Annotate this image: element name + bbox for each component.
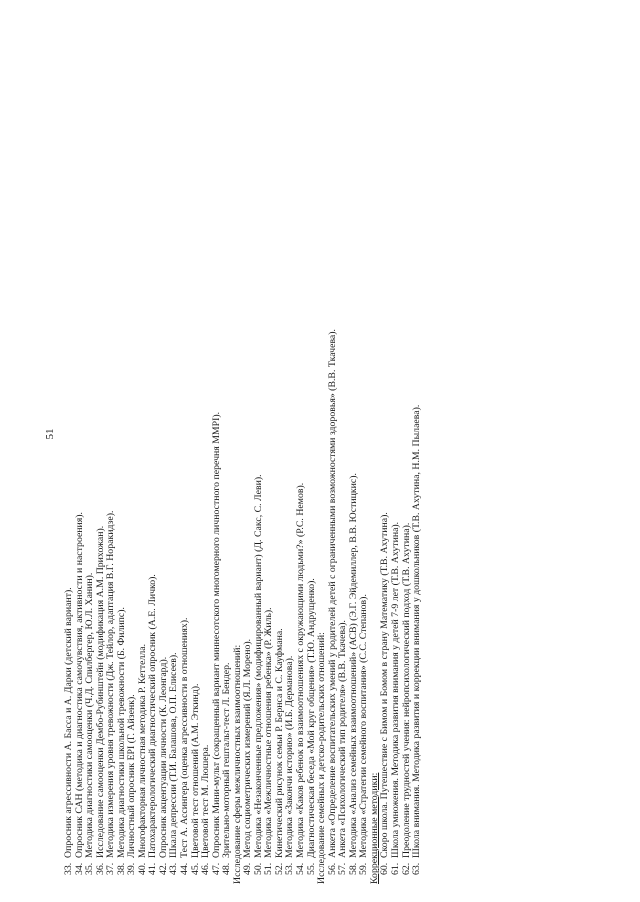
list-item xyxy=(359,18,370,884)
list-item-text: Метод социометрических измерений (Я.Л. Морено). xyxy=(242,638,254,858)
list-item-number: 62. xyxy=(400,862,412,875)
list-item-text: Методика «Межличностные отношения ребенка» (Р. Жиль). xyxy=(263,607,275,858)
list-item-number: 42. xyxy=(157,862,169,875)
list-item-number: 61. xyxy=(389,862,401,875)
list-item-text: Опросник САН (методика и диагностика самочувствия, активности и настроения). xyxy=(73,511,85,858)
list-item-number: 34. xyxy=(73,862,85,875)
list-item-number: 35. xyxy=(84,862,96,875)
list-item-text: Скоро школа. Путешествие с Бимом и Бомом в страну Математику (Т.В. Ахутина). xyxy=(379,512,391,858)
list-item-number: 39. xyxy=(126,862,138,875)
list-item-number: 46. xyxy=(200,862,212,875)
list-item-number: 40. xyxy=(136,862,148,875)
section-header-text: Исследование сферы межличностных взаимоотношений: xyxy=(231,644,243,884)
list-item-number: 41. xyxy=(147,862,159,875)
list-item-text: Патохарактерологический диагностический опросник (А.Е. Личко). xyxy=(147,574,159,858)
list-item-text: Цветовой тест отношений (А.М. Эткинд). xyxy=(189,683,201,858)
list-item-number: 60. xyxy=(379,862,391,875)
list-item xyxy=(412,18,423,884)
section-header-text: Исследование семейных и детско-родительских отношений: xyxy=(316,632,328,884)
list-item-text: Тест А. Ассингера (оценка агрессивности в отношениях). xyxy=(179,617,191,858)
list-item-number: 33. xyxy=(63,862,74,875)
list-item-text: Методика диагностики школьной тревожности (Б. Филипс). xyxy=(115,607,127,858)
list-item-text: Кинетический рисунок семьи Р. Бернса и С. Кауфмана. xyxy=(273,628,285,858)
list-item-number: 52. xyxy=(273,862,285,875)
list-item-number: 48. xyxy=(221,862,233,875)
list-item-text: Методика «Закончи историю» (И.Б. Дерманова). xyxy=(284,655,296,858)
list-item-text: Преодоление трудностей учения: нейропсихологический подход (Т.В. Ахутина). xyxy=(400,522,412,858)
list-item-number: 53. xyxy=(284,862,296,875)
list-item-text: Методика «Анализ семейных взаимоотношений» (АСВ) (Э.Г. Эйдемиллер, В.В. Юстицкис). xyxy=(347,473,359,858)
list-item-number: 50. xyxy=(252,862,264,875)
list-item-number: 45. xyxy=(189,862,201,875)
rotated-text-block xyxy=(64,18,423,884)
list-item-number: 63. xyxy=(411,862,423,875)
list-item-text: Методика «Незаконченные предложения» (модифицированный вариант) (Д. Сакс, С. Леви). xyxy=(252,474,264,858)
list-item-number: 56. xyxy=(326,862,338,875)
list-item-number: 36. xyxy=(94,862,106,875)
list-item-number: 49. xyxy=(242,862,254,875)
list-item-text: Школа умножения. Методика развития внимания у детей 7-9 лет (Т.В. Ахутина). xyxy=(389,521,401,858)
list-item-text: Школа внимания. Методика развития и коррекции внимания у дошкольников (Т.В. Ахутина, Н.М. Пылаева). xyxy=(411,404,423,858)
list-item-text: Исследование самооценки Дембо-Рубинштейн (модификация А.М. Прихожан). xyxy=(94,525,106,858)
list-item-number: 59. xyxy=(358,862,370,875)
list-item-number: 44. xyxy=(179,862,191,875)
list-item-text: Опросник акцентуации личности (К. Леонгард). xyxy=(157,656,169,858)
page-number: 51 xyxy=(44,428,56,440)
list-item-text: Многофакторная личностная методика Р. Кеттелла. xyxy=(136,643,148,858)
list-item-text: Анкета «Определение воспитательских умений у родителей детей с ограниченными возможностями здоровья» (В.В. Ткачева). xyxy=(326,329,338,858)
list-item-text: Опросник агрессивности А. Басса и А. Дарки (детский вариант). xyxy=(63,587,74,858)
list-item-text: Анкета «Психологический тип родителя» (В.В. Ткачева). xyxy=(337,620,349,858)
list-item-text: Методика «Стратегии семейного воспитания» (С.С. Степанов). xyxy=(358,594,370,858)
list-item-text: Диагностическая беседа «Мой круг общения» (Т.Ю. Андрущенко). xyxy=(305,578,317,858)
list-item-number: 47. xyxy=(210,862,222,875)
list-item-number: 54. xyxy=(295,862,307,875)
list-item-text: Зрительно-моторный гештальт-тест Л. Бендер. xyxy=(221,662,233,858)
section-header-text: Коррекционные методики: xyxy=(368,772,380,884)
list-item-text: Шкала депрессии (Т.И. Балашова, О.П. Елисеев). xyxy=(168,652,180,858)
list-item-number: 51. xyxy=(263,862,275,875)
list-item-number: 55. xyxy=(305,862,317,875)
list-item-text: Методика измерения уровня тревожности (Дж. Тейлор, адаптация В.Г. Норакидзе). xyxy=(105,510,117,858)
list-item-number: 43. xyxy=(168,862,180,875)
list-item-text: Цветовой тест М. Люшера. xyxy=(200,744,212,858)
list-item-text: Методика «Каков ребенок во взаимоотношениях с окружающими людьми?» (Р.С. Немов). xyxy=(295,482,307,858)
list-item-number: 57. xyxy=(337,862,349,875)
list-item-number: 38. xyxy=(115,862,127,875)
list-item-text: Опросник Мини-мульт (сокращенный вариант миннесотского многомерного личностного перечня MMPI). xyxy=(210,411,222,858)
list-item-number: 37. xyxy=(105,862,117,875)
list-item-number: 58. xyxy=(347,862,359,875)
list-item-text: Методика диагностики самооценки (Ч.Д. Спилбергер, Ю.Л. Ханин). xyxy=(84,572,96,858)
list-item-text: Личностный опросник EPI (Г. Айзенк). xyxy=(126,694,138,858)
